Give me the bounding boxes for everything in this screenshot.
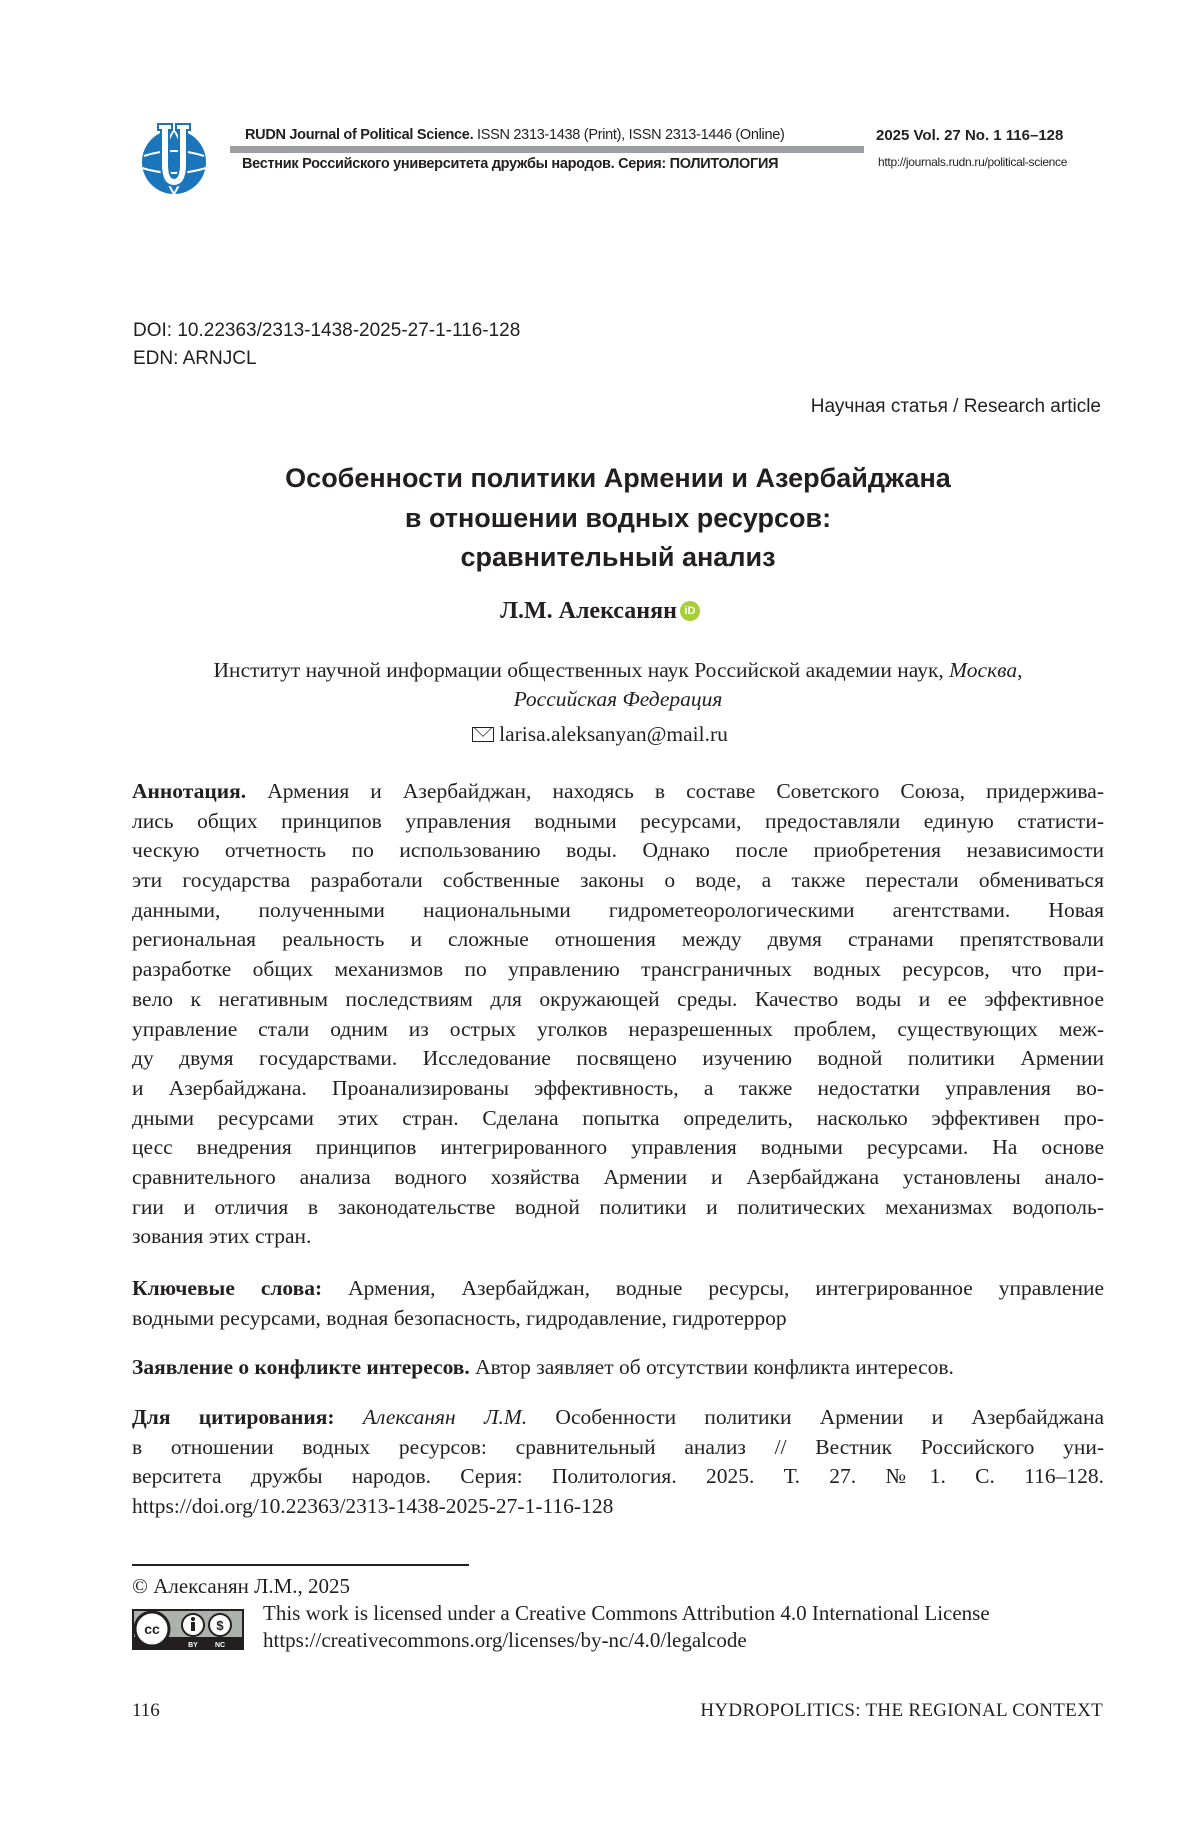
line-text: зования этих стран.	[132, 1224, 312, 1249]
author-name: Л.М. Алексанян	[500, 598, 677, 624]
journal-logo	[132, 122, 216, 196]
citation-author: Алексанян Л.М.	[362, 1405, 528, 1429]
text-line	[132, 1104, 1104, 1134]
cc-by-nc-badge[interactable]	[132, 1609, 244, 1650]
footnote-divider	[132, 1564, 469, 1566]
line-text: лись общих принципов управления водными ресурсами, предоставляли единую статисти-	[132, 808, 1104, 833]
text-line	[132, 777, 1104, 807]
affiliation	[132, 656, 1104, 714]
line-text: дными ресурсами этих стран. Сделана попытка определить, насколько эффективен про-	[132, 1105, 1104, 1130]
journal-url[interactable]: http://journals.rudn.ru/political-science	[878, 155, 1068, 169]
title-line: Особенности политики Армении и Азербайджана	[285, 463, 951, 493]
article-type: Научная статья / Research article	[810, 396, 1101, 417]
abstract	[132, 777, 1104, 1252]
text-line	[132, 1133, 1104, 1163]
conflict-statement	[132, 1353, 1104, 1383]
conflict-label: Заявление о конфликте интересов.	[132, 1355, 470, 1379]
keywords	[132, 1274, 1104, 1333]
line-text[interactable]: https://doi.org/10.22363/2313-1438-2025-27-1-116-128	[132, 1494, 614, 1519]
page-number: 116	[132, 1700, 160, 1721]
edn: EDN: ARNJCL	[133, 348, 257, 369]
line-text: ческую отчетность по использованию воды. Однако после приобретения независимости	[132, 838, 1104, 863]
text-line	[132, 1015, 1104, 1045]
text-line	[132, 1403, 1104, 1433]
envelope-icon	[472, 727, 494, 742]
line-text: региональная реальность и сложные отношения между двумя странами препятствовали	[132, 927, 1104, 952]
text-line	[132, 1462, 1104, 1492]
svg-text:$: $	[216, 1618, 224, 1633]
header-bar	[230, 146, 864, 153]
journal-title-en	[245, 127, 785, 143]
text-line	[132, 866, 1104, 896]
orcid-icon[interactable]: iD	[680, 601, 700, 621]
journal-title-ru	[242, 156, 778, 172]
svg-text:BY: BY	[188, 1642, 198, 1649]
text-line	[132, 985, 1104, 1015]
line-text: сравнительного анализа водного хозяйства Армении и Азербайджана установлены анало-	[132, 1164, 1104, 1189]
email	[0, 722, 1200, 747]
citation-label: Для цитирования:	[132, 1405, 335, 1429]
text-line	[132, 1163, 1104, 1193]
email-address[interactable]: larisa.aleksanyan@mail.ru	[499, 722, 728, 746]
doi[interactable]: DOI: 10.22363/2313-1438-2025-27-1-116-128	[133, 320, 521, 341]
text-line	[132, 1274, 1104, 1304]
issn: ISSN 2313-1438 (Print), ISSN 2313-1446 (Online)	[477, 127, 785, 143]
line-text: и Азербайджана. Проанализированы эффективность, а также недостатки управления во-	[132, 1075, 1104, 1100]
line-text: Армения, Азербайджан, водные ресурсы, интегрированное управление	[348, 1276, 1105, 1300]
text-line	[132, 1492, 1104, 1522]
line-text: Армения и Азербайджан, находясь в составе Советского Союза, придержива-	[267, 779, 1104, 803]
title-line: сравнительный анализ	[460, 542, 776, 572]
text-line	[132, 836, 1104, 866]
keywords-label: Ключевые слова:	[132, 1276, 323, 1300]
text-line	[132, 955, 1104, 985]
running-title: HYDROPOLITICS: THE REGIONAL CONTEXT	[700, 1700, 1103, 1721]
journal-name: RUDN Journal of Political Science.	[245, 127, 474, 143]
article-title	[132, 459, 1104, 578]
license-text	[263, 1600, 990, 1654]
title-line: в отношении водных ресурсов:	[404, 502, 832, 533]
conflict-text: Автор заявляет об отсутствии конфликта интересов.	[475, 1355, 954, 1379]
line-text: Особенности политики Армении и Азербайджана	[555, 1405, 1105, 1429]
series: ПОЛИТОЛОГИЯ	[669, 156, 779, 172]
author	[0, 598, 1200, 625]
text-line	[132, 1074, 1104, 1104]
line-text: в отношении водных ресурсов: сравнительный анализ // Вестник Российского уни-	[132, 1434, 1104, 1459]
line-text: эти государства разработали собственные законы о воде, а также перестали обмениваться	[132, 868, 1104, 893]
text-line	[132, 1304, 1104, 1334]
line-text: ду двумя государствами. Исследование посвящено изучению водной политики Армении	[132, 1046, 1104, 1071]
abstract-label: Аннотация.	[132, 779, 247, 803]
issue-info: 2025 Vol. 27 No. 1 116–128	[876, 127, 1064, 144]
text-line	[132, 1222, 1104, 1252]
city: Москва,	[949, 658, 1023, 682]
copyright: © Алексанян Л.М., 2025	[132, 1574, 351, 1598]
line-text: гии и отличия в законодательстве водной политики и политических механизмах водополь-	[132, 1194, 1104, 1219]
country: Российская Федерация	[513, 687, 723, 711]
line-text: данными, полученными национальными гидрометеорологическими агентствами. Новая	[132, 897, 1104, 922]
line-text: цесс внедрения принципов интегрированного управления водными ресурсами. На основе	[132, 1135, 1104, 1160]
text-line	[132, 1193, 1104, 1223]
text-line	[132, 925, 1104, 955]
text-line	[132, 807, 1104, 837]
text-line	[132, 1433, 1104, 1463]
license-statement: This work is licensed under a Creative Commons Attribution 4.0 International License	[263, 1601, 990, 1625]
journal-name-ru: Вестник Российского университета дружбы народов. Серия:	[242, 156, 666, 172]
line-text: водными ресурсами, водная безопасность, гидродавление, гидротеррор	[132, 1305, 787, 1330]
affiliation-name: Институт научной информации общественных наук Российской академии наук,	[213, 658, 944, 682]
svg-text:cc: cc	[144, 1621, 160, 1637]
license-url[interactable]: https://creativecommons.org/licenses/by-nc/4.0/legalcode	[263, 1628, 747, 1652]
line-text: разработке общих механизмов по управлению трансграничных водных ресурсов, что при-	[132, 957, 1104, 982]
citation	[132, 1403, 1104, 1522]
svg-text:NC: NC	[214, 1642, 226, 1649]
line-text: вело к негативным последствиям для окружающей среды. Качество воды и ее эффективное	[132, 986, 1104, 1011]
line-text: верситета дружбы народов. Серия: Политология. 2025. Т. 27. №1. С. 116–128.	[132, 1464, 1104, 1489]
line-text: управление стали одним из острых уголков неразрешенных проблем, существующих меж-	[132, 1016, 1104, 1041]
text-line	[132, 1044, 1104, 1074]
text-line	[132, 896, 1104, 926]
